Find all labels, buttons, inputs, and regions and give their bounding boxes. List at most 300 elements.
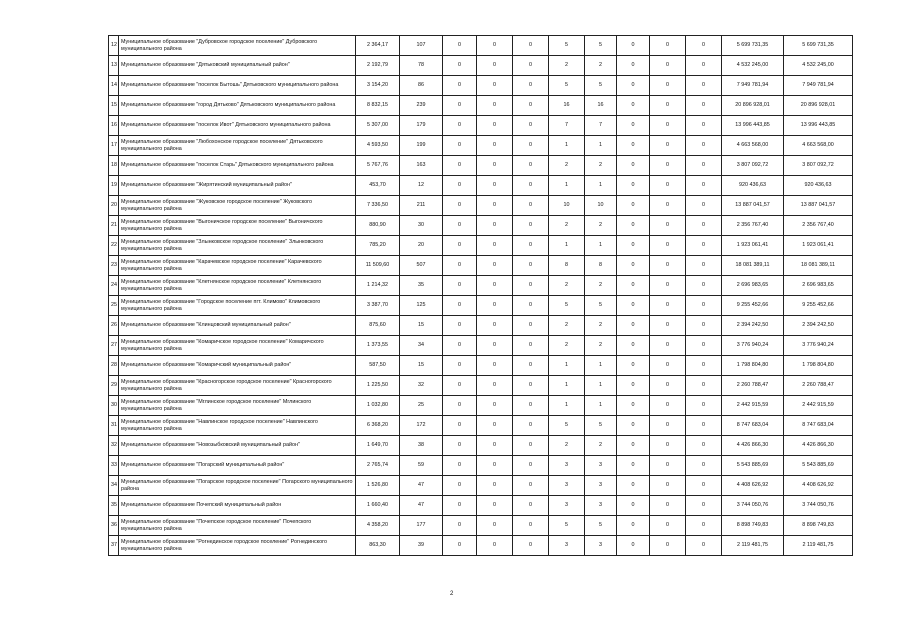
count-cell: 0 <box>513 436 549 456</box>
area-value: 4 593,50 <box>356 136 400 156</box>
table-row <box>109 516 853 536</box>
row-number: 29 <box>109 376 119 396</box>
count-cell: 0 <box>617 536 650 556</box>
funding-amount: 3 776 940,24 <box>784 336 853 356</box>
count-cell: 0 <box>513 316 549 336</box>
row-number: 37 <box>109 536 119 556</box>
count-cell: 5 <box>585 516 617 536</box>
count-cell: 0 <box>513 396 549 416</box>
count-cell: 0 <box>617 276 650 296</box>
count-cell: 0 <box>443 276 477 296</box>
table-row <box>109 156 853 176</box>
funding-amount: 920 436,63 <box>784 176 853 196</box>
count-cell: 0 <box>443 36 477 56</box>
count-cell: 10 <box>549 196 585 216</box>
row-number: 26 <box>109 316 119 336</box>
population-value: 199 <box>400 136 443 156</box>
area-value: 3 154,20 <box>356 76 400 96</box>
count-cell: 0 <box>617 456 650 476</box>
count-cell: 0 <box>513 276 549 296</box>
count-cell: 0 <box>513 376 549 396</box>
municipality-name: Муниципальное образование "Жирятинский муниципальный район" <box>119 176 356 196</box>
count-cell: 0 <box>443 336 477 356</box>
total-amount: 8 747 683,04 <box>722 416 784 436</box>
area-value: 1 214,32 <box>356 276 400 296</box>
funding-amount: 8 747 683,04 <box>784 416 853 436</box>
count-cell: 0 <box>513 156 549 176</box>
funding-amount: 4 663 568,00 <box>784 136 853 156</box>
count-cell: 3 <box>585 476 617 496</box>
count-cell: 0 <box>617 116 650 136</box>
municipality-name: Муниципальное образование "Клинцовский муниципальный район" <box>119 316 356 336</box>
table-row <box>109 436 853 456</box>
area-value: 1 225,50 <box>356 376 400 396</box>
total-amount: 1 798 804,80 <box>722 356 784 376</box>
total-amount: 20 896 928,01 <box>722 96 784 116</box>
count-cell: 0 <box>513 516 549 536</box>
count-cell: 0 <box>513 196 549 216</box>
count-cell: 2 <box>549 336 585 356</box>
table-row <box>109 256 853 276</box>
population-value: 78 <box>400 56 443 76</box>
total-amount: 18 081 389,11 <box>722 256 784 276</box>
count-cell: 5 <box>585 416 617 436</box>
total-amount: 4 663 568,00 <box>722 136 784 156</box>
total-amount: 1 923 061,41 <box>722 236 784 256</box>
row-number: 27 <box>109 336 119 356</box>
population-value: 59 <box>400 456 443 476</box>
count-cell: 0 <box>443 376 477 396</box>
count-cell: 0 <box>650 256 686 276</box>
count-cell: 0 <box>617 316 650 336</box>
count-cell: 0 <box>513 456 549 476</box>
count-cell: 2 <box>585 216 617 236</box>
count-cell: 0 <box>686 376 722 396</box>
count-cell: 2 <box>585 276 617 296</box>
municipality-name: Муниципальное образование Почепский муниципальный район <box>119 496 356 516</box>
count-cell: 0 <box>650 216 686 236</box>
count-cell: 0 <box>477 336 513 356</box>
count-cell: 0 <box>650 516 686 536</box>
count-cell: 0 <box>443 176 477 196</box>
count-cell: 0 <box>686 196 722 216</box>
municipality-name: Муниципальное образование "Любохонское городское поселение" Дятьковского муниципального района <box>119 136 356 156</box>
count-cell: 0 <box>617 176 650 196</box>
funding-amount: 2 394 242,50 <box>784 316 853 336</box>
count-cell: 0 <box>477 156 513 176</box>
area-value: 2 192,79 <box>356 56 400 76</box>
table-row <box>109 476 853 496</box>
funding-amount: 18 081 389,11 <box>784 256 853 276</box>
count-cell: 0 <box>443 496 477 516</box>
count-cell: 0 <box>513 176 549 196</box>
area-value: 8 832,15 <box>356 96 400 116</box>
municipality-name: Муниципальное образование "Злынковское городское поселение" Злынковского муниципального района <box>119 236 356 256</box>
count-cell: 0 <box>513 356 549 376</box>
data-table <box>108 35 853 556</box>
count-cell: 0 <box>686 536 722 556</box>
row-number: 17 <box>109 136 119 156</box>
total-amount: 9 255 452,66 <box>722 296 784 316</box>
count-cell: 0 <box>650 236 686 256</box>
count-cell: 0 <box>686 396 722 416</box>
count-cell: 0 <box>686 476 722 496</box>
count-cell: 0 <box>617 56 650 76</box>
total-amount: 2 394 242,50 <box>722 316 784 336</box>
row-number: 19 <box>109 176 119 196</box>
table-row <box>109 296 853 316</box>
count-cell: 0 <box>650 436 686 456</box>
municipality-name: Муниципальное образование "Дубровское городское поселение" Дубровского муниципального района <box>119 36 356 56</box>
count-cell: 5 <box>585 296 617 316</box>
count-cell: 0 <box>617 496 650 516</box>
total-amount: 3 776 940,24 <box>722 336 784 356</box>
population-value: 34 <box>400 336 443 356</box>
count-cell: 0 <box>617 296 650 316</box>
count-cell: 0 <box>686 256 722 276</box>
count-cell: 0 <box>617 436 650 456</box>
population-value: 32 <box>400 376 443 396</box>
count-cell: 0 <box>477 36 513 56</box>
count-cell: 5 <box>549 76 585 96</box>
count-cell: 0 <box>617 36 650 56</box>
funding-amount: 2 260 788,47 <box>784 376 853 396</box>
count-cell: 1 <box>549 136 585 156</box>
funding-amount: 8 898 749,83 <box>784 516 853 536</box>
total-amount: 920 436,63 <box>722 176 784 196</box>
population-value: 39 <box>400 536 443 556</box>
count-cell: 0 <box>617 356 650 376</box>
area-value: 4 358,20 <box>356 516 400 536</box>
count-cell: 3 <box>549 476 585 496</box>
total-amount: 4 532 245,00 <box>722 56 784 76</box>
table-row <box>109 76 853 96</box>
count-cell: 0 <box>443 476 477 496</box>
count-cell: 3 <box>549 536 585 556</box>
table-row <box>109 36 853 56</box>
table-row <box>109 276 853 296</box>
municipality-name: Муниципальное образование "Рогнединское городское поселение" Рогнединского муниципального района <box>119 536 356 556</box>
area-value: 880,90 <box>356 216 400 236</box>
funding-amount: 4 532 245,00 <box>784 56 853 76</box>
total-amount: 13 996 443,85 <box>722 116 784 136</box>
count-cell: 0 <box>477 96 513 116</box>
population-value: 239 <box>400 96 443 116</box>
count-cell: 7 <box>549 116 585 136</box>
area-value: 1 032,80 <box>356 396 400 416</box>
count-cell: 0 <box>443 296 477 316</box>
funding-amount: 2 442 915,59 <box>784 396 853 416</box>
funding-amount: 4 426 866,30 <box>784 436 853 456</box>
count-cell: 0 <box>650 76 686 96</box>
count-cell: 0 <box>443 216 477 236</box>
count-cell: 0 <box>617 416 650 436</box>
municipality-name: Муниципальное образование "Погарское городское поселение" Погарского муниципального района <box>119 476 356 496</box>
count-cell: 0 <box>686 516 722 536</box>
municipality-name: Муниципальное образование "Почепское городское поселение" Почепского муниципального района <box>119 516 356 536</box>
area-value: 5 767,76 <box>356 156 400 176</box>
count-cell: 0 <box>477 196 513 216</box>
municipality-name: Муниципальное образование "Комаричский муниципальный район" <box>119 356 356 376</box>
municipality-name: Муниципальное образование "поселок Старь" Дятьковского муниципального района <box>119 156 356 176</box>
area-value: 5 307,00 <box>356 116 400 136</box>
row-number: 35 <box>109 496 119 516</box>
count-cell: 0 <box>650 476 686 496</box>
area-value: 587,50 <box>356 356 400 376</box>
count-cell: 2 <box>549 436 585 456</box>
count-cell: 0 <box>513 536 549 556</box>
count-cell: 2 <box>585 316 617 336</box>
count-cell: 0 <box>443 76 477 96</box>
total-amount: 2 260 788,47 <box>722 376 784 396</box>
count-cell: 5 <box>585 36 617 56</box>
count-cell: 0 <box>477 316 513 336</box>
population-value: 38 <box>400 436 443 456</box>
count-cell: 1 <box>585 136 617 156</box>
count-cell: 0 <box>513 56 549 76</box>
count-cell: 0 <box>686 76 722 96</box>
count-cell: 0 <box>477 436 513 456</box>
population-value: 172 <box>400 416 443 436</box>
count-cell: 2 <box>549 56 585 76</box>
table-row <box>109 356 853 376</box>
count-cell: 2 <box>585 436 617 456</box>
row-number: 36 <box>109 516 119 536</box>
count-cell: 0 <box>617 476 650 496</box>
row-number: 28 <box>109 356 119 376</box>
count-cell: 0 <box>686 436 722 456</box>
table-row <box>109 196 853 216</box>
count-cell: 0 <box>617 216 650 236</box>
count-cell: 0 <box>686 416 722 436</box>
population-value: 179 <box>400 116 443 136</box>
total-amount: 4 426 866,30 <box>722 436 784 456</box>
municipality-name: Муниципальное образование "поселок Ивот" Дятьковского муниципального района <box>119 116 356 136</box>
count-cell: 0 <box>686 136 722 156</box>
count-cell: 0 <box>650 336 686 356</box>
page-number: 2 <box>450 591 454 597</box>
table-row <box>109 316 853 336</box>
count-cell: 16 <box>585 96 617 116</box>
count-cell: 0 <box>617 336 650 356</box>
row-number: 22 <box>109 236 119 256</box>
count-cell: 0 <box>686 496 722 516</box>
row-number: 24 <box>109 276 119 296</box>
table-row <box>109 216 853 236</box>
row-number: 15 <box>109 96 119 116</box>
count-cell: 0 <box>443 536 477 556</box>
count-cell: 0 <box>477 396 513 416</box>
count-cell: 1 <box>585 356 617 376</box>
count-cell: 0 <box>477 256 513 276</box>
count-cell: 0 <box>513 136 549 156</box>
count-cell: 1 <box>585 376 617 396</box>
municipality-name: Муниципальное образование "Красногорское городское поселение" Красногорского муниципального района <box>119 376 356 396</box>
total-amount: 2 356 767,40 <box>722 216 784 236</box>
row-number: 25 <box>109 296 119 316</box>
count-cell: 0 <box>686 276 722 296</box>
area-value: 6 368,20 <box>356 416 400 436</box>
count-cell: 0 <box>443 436 477 456</box>
count-cell: 0 <box>513 216 549 236</box>
municipality-name: Муниципальное образование "Навлинское городское поселение" Навлинского муниципального района <box>119 416 356 436</box>
total-amount: 7 949 781,94 <box>722 76 784 96</box>
count-cell: 3 <box>585 536 617 556</box>
area-value: 1 373,55 <box>356 336 400 356</box>
count-cell: 0 <box>650 96 686 116</box>
area-value: 7 336,50 <box>356 196 400 216</box>
area-value: 1 649,70 <box>356 436 400 456</box>
count-cell: 0 <box>477 376 513 396</box>
count-cell: 0 <box>443 96 477 116</box>
count-cell: 0 <box>443 396 477 416</box>
municipality-name: Муниципальное образование "Новозыбковский муниципальный район" <box>119 436 356 456</box>
count-cell: 1 <box>549 236 585 256</box>
count-cell: 0 <box>513 96 549 116</box>
table-row <box>109 456 853 476</box>
count-cell: 0 <box>617 96 650 116</box>
count-cell: 5 <box>549 416 585 436</box>
count-cell: 5 <box>549 36 585 56</box>
row-number: 23 <box>109 256 119 276</box>
count-cell: 0 <box>513 256 549 276</box>
count-cell: 0 <box>686 316 722 336</box>
count-cell: 0 <box>617 156 650 176</box>
population-value: 20 <box>400 236 443 256</box>
count-cell: 0 <box>686 36 722 56</box>
count-cell: 0 <box>477 116 513 136</box>
municipality-name: Муниципальное образование "Выгоничское городское поселение" Выгоничского муниципального района <box>119 216 356 236</box>
area-value: 785,20 <box>356 236 400 256</box>
count-cell: 0 <box>513 76 549 96</box>
count-cell: 0 <box>617 76 650 96</box>
count-cell: 1 <box>549 176 585 196</box>
count-cell: 0 <box>650 116 686 136</box>
count-cell: 16 <box>549 96 585 116</box>
population-value: 25 <box>400 396 443 416</box>
count-cell: 0 <box>650 356 686 376</box>
count-cell: 0 <box>443 456 477 476</box>
count-cell: 0 <box>443 516 477 536</box>
count-cell: 0 <box>477 536 513 556</box>
municipality-name: Муниципальное образование "Карачевское городское поселение" Карачевского муниципального района <box>119 256 356 276</box>
population-value: 30 <box>400 216 443 236</box>
count-cell: 0 <box>650 276 686 296</box>
funding-amount: 20 896 928,01 <box>784 96 853 116</box>
count-cell: 10 <box>585 196 617 216</box>
count-cell: 2 <box>549 316 585 336</box>
municipality-name: Муниципальное образование "Жуковское городское поселение" Жуковского муниципального района <box>119 196 356 216</box>
municipality-name: Муниципальное образование "Дятьковский муниципальный район" <box>119 56 356 76</box>
count-cell: 0 <box>650 456 686 476</box>
area-value: 1 660,40 <box>356 496 400 516</box>
count-cell: 0 <box>617 196 650 216</box>
count-cell: 0 <box>617 256 650 276</box>
total-amount: 3 807 092,72 <box>722 156 784 176</box>
count-cell: 0 <box>443 56 477 76</box>
population-value: 507 <box>400 256 443 276</box>
count-cell: 0 <box>650 156 686 176</box>
funding-amount: 1 923 061,41 <box>784 236 853 256</box>
count-cell: 1 <box>585 236 617 256</box>
count-cell: 0 <box>513 336 549 356</box>
count-cell: 0 <box>650 416 686 436</box>
count-cell: 0 <box>650 36 686 56</box>
table-row <box>109 56 853 76</box>
population-value: 163 <box>400 156 443 176</box>
count-cell: 2 <box>549 216 585 236</box>
row-number: 32 <box>109 436 119 456</box>
total-amount: 8 898 749,83 <box>722 516 784 536</box>
municipality-name: Муниципальное образование "город Дятьково" Дятьковского муниципального района <box>119 96 356 116</box>
count-cell: 0 <box>513 236 549 256</box>
area-value: 2 364,17 <box>356 36 400 56</box>
count-cell: 0 <box>650 176 686 196</box>
table-row <box>109 136 853 156</box>
table-row <box>109 496 853 516</box>
funding-amount: 5 543 885,69 <box>784 456 853 476</box>
funding-amount: 1 798 804,80 <box>784 356 853 376</box>
total-amount: 2 442 915,59 <box>722 396 784 416</box>
municipality-name: Муниципальное образование "поселок Бытошь" Дятьковского муниципального района <box>119 76 356 96</box>
count-cell: 1 <box>585 176 617 196</box>
funding-amount: 5 699 731,35 <box>784 36 853 56</box>
count-cell: 0 <box>686 456 722 476</box>
count-cell: 0 <box>686 236 722 256</box>
count-cell: 0 <box>617 396 650 416</box>
count-cell: 0 <box>686 116 722 136</box>
total-amount: 5 699 731,35 <box>722 36 784 56</box>
count-cell: 8 <box>549 256 585 276</box>
count-cell: 0 <box>443 136 477 156</box>
funding-amount: 13 996 443,85 <box>784 116 853 136</box>
count-cell: 0 <box>617 516 650 536</box>
count-cell: 3 <box>585 496 617 516</box>
count-cell: 0 <box>686 96 722 116</box>
count-cell: 0 <box>477 416 513 436</box>
count-cell: 0 <box>686 156 722 176</box>
count-cell: 0 <box>617 376 650 396</box>
population-value: 12 <box>400 176 443 196</box>
population-value: 35 <box>400 276 443 296</box>
count-cell: 0 <box>477 176 513 196</box>
area-value: 2 765,74 <box>356 456 400 476</box>
population-value: 86 <box>400 76 443 96</box>
count-cell: 0 <box>650 296 686 316</box>
count-cell: 0 <box>477 216 513 236</box>
count-cell: 0 <box>477 76 513 96</box>
row-number: 30 <box>109 396 119 416</box>
table-row <box>109 236 853 256</box>
count-cell: 1 <box>549 376 585 396</box>
count-cell: 0 <box>443 356 477 376</box>
area-value: 11 509,60 <box>356 256 400 276</box>
count-cell: 0 <box>443 416 477 436</box>
funding-amount: 9 255 452,66 <box>784 296 853 316</box>
count-cell: 1 <box>549 396 585 416</box>
row-number: 20 <box>109 196 119 216</box>
table-row <box>109 336 853 356</box>
municipality-name: Муниципальное образование "Мглинское городское поселение" Мглинского муниципального района <box>119 396 356 416</box>
population-value: 177 <box>400 516 443 536</box>
count-cell: 0 <box>686 336 722 356</box>
count-cell: 3 <box>585 456 617 476</box>
count-cell: 5 <box>549 296 585 316</box>
total-amount: 4 408 626,92 <box>722 476 784 496</box>
population-value: 211 <box>400 196 443 216</box>
table-row <box>109 416 853 436</box>
funding-amount: 3 807 092,72 <box>784 156 853 176</box>
